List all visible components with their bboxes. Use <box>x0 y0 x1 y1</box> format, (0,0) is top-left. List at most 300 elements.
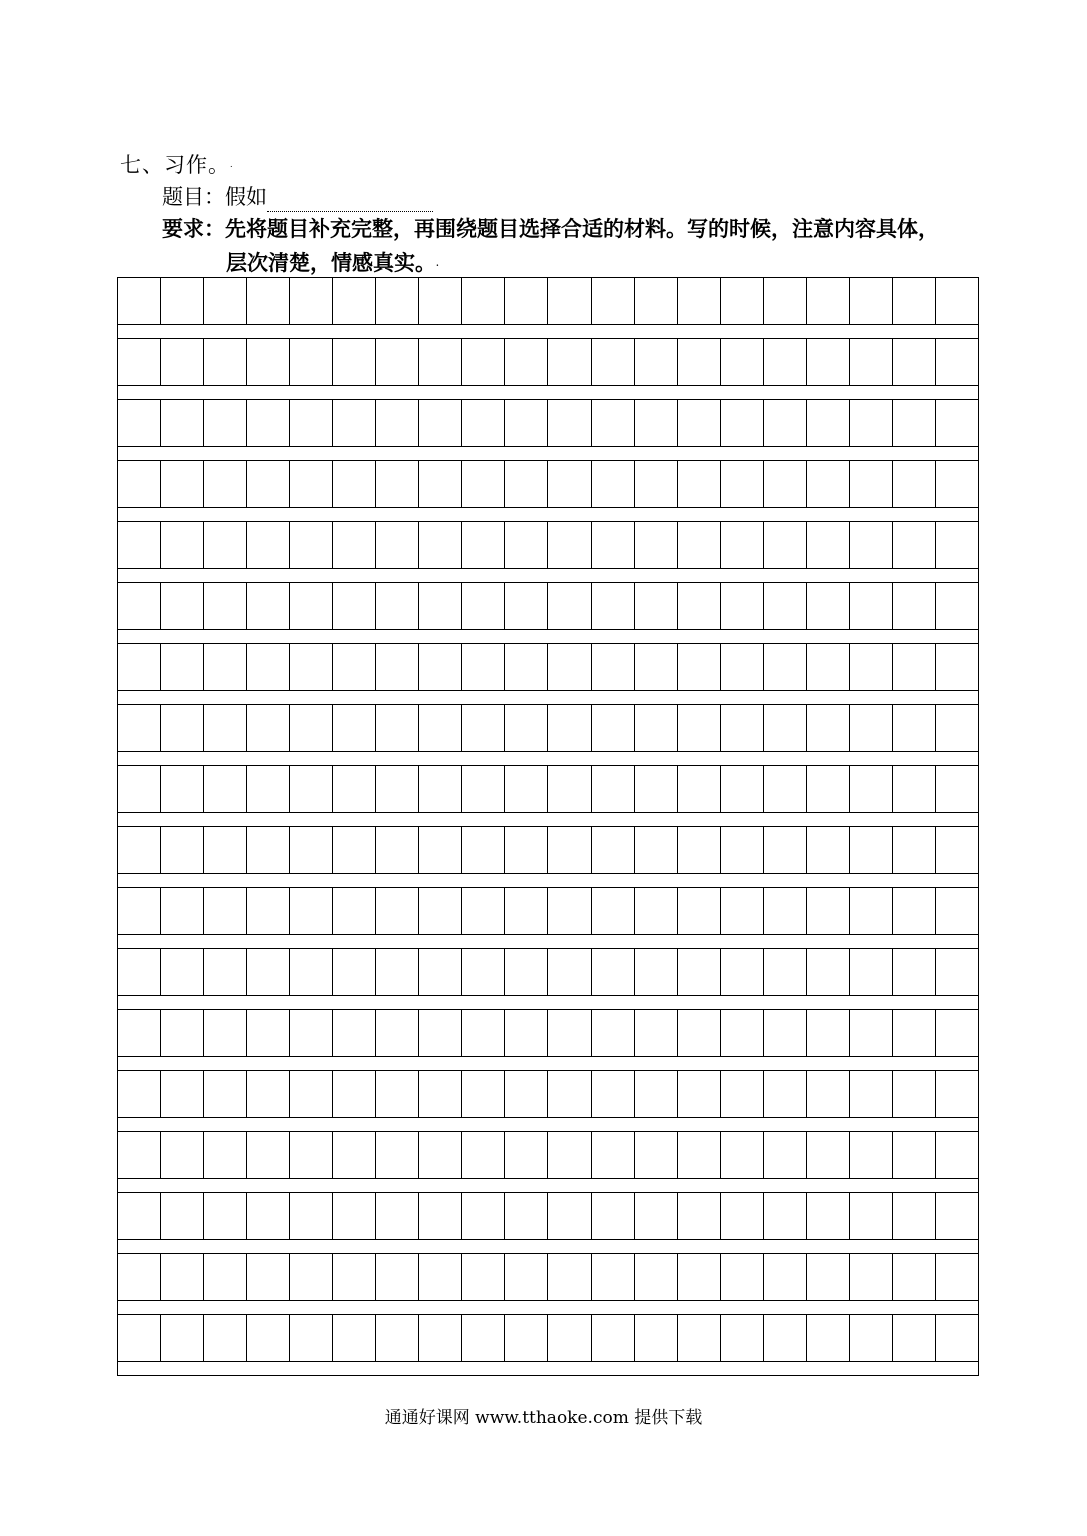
grid-cell[interactable] <box>678 1071 721 1117</box>
grid-cell[interactable] <box>161 949 204 995</box>
grid-cell[interactable] <box>376 1315 419 1361</box>
grid-cell[interactable] <box>204 1254 247 1300</box>
grid-cell[interactable] <box>635 522 678 568</box>
grid-cell[interactable] <box>333 888 376 934</box>
grid-cell[interactable] <box>247 522 290 568</box>
grid-cell[interactable] <box>592 888 635 934</box>
grid-cell[interactable] <box>333 583 376 629</box>
grid-cell[interactable] <box>118 339 161 385</box>
grid-cell[interactable] <box>592 1315 635 1361</box>
grid-cell[interactable] <box>850 400 893 446</box>
grid-cell[interactable] <box>333 644 376 690</box>
grid-cell[interactable] <box>678 827 721 873</box>
grid-cell[interactable] <box>333 827 376 873</box>
grid-cell[interactable] <box>290 583 333 629</box>
grid-cell[interactable] <box>118 888 161 934</box>
grid-cell[interactable] <box>893 583 936 629</box>
grid-cell[interactable] <box>936 949 978 995</box>
grid-cell[interactable] <box>376 766 419 812</box>
grid-cell[interactable] <box>678 1132 721 1178</box>
grid-cell[interactable] <box>419 766 462 812</box>
grid-cell[interactable] <box>161 583 204 629</box>
grid-cell[interactable] <box>419 1132 462 1178</box>
grid-cell[interactable] <box>118 1193 161 1239</box>
grid-cell[interactable] <box>592 278 635 324</box>
grid-cell[interactable] <box>462 766 505 812</box>
grid-cell[interactable] <box>807 339 850 385</box>
grid-cell[interactable] <box>161 1132 204 1178</box>
grid-cell[interactable] <box>505 339 548 385</box>
grid-cell[interactable] <box>635 278 678 324</box>
grid-cell[interactable] <box>419 705 462 751</box>
grid-cell[interactable] <box>936 1254 978 1300</box>
grid-cell[interactable] <box>376 1254 419 1300</box>
grid-cell[interactable] <box>936 339 978 385</box>
grid-cell[interactable] <box>635 1193 678 1239</box>
grid-cell[interactable] <box>462 583 505 629</box>
grid-cell[interactable] <box>721 278 764 324</box>
grid-cell[interactable] <box>118 1132 161 1178</box>
grid-cell[interactable] <box>505 1193 548 1239</box>
grid-cell[interactable] <box>764 1071 807 1117</box>
grid-cell[interactable] <box>505 461 548 507</box>
grid-cell[interactable] <box>850 278 893 324</box>
grid-cell[interactable] <box>505 522 548 568</box>
grid-cell[interactable] <box>118 1254 161 1300</box>
grid-cell[interactable] <box>850 461 893 507</box>
grid-cell[interactable] <box>118 583 161 629</box>
grid-cell[interactable] <box>118 1010 161 1056</box>
grid-cell[interactable] <box>678 949 721 995</box>
grid-cell[interactable] <box>161 1193 204 1239</box>
grid-cell[interactable] <box>850 1315 893 1361</box>
grid-cell[interactable] <box>893 888 936 934</box>
grid-cell[interactable] <box>764 949 807 995</box>
grid-cell[interactable] <box>161 1254 204 1300</box>
grid-cell[interactable] <box>807 522 850 568</box>
grid-cell[interactable] <box>635 583 678 629</box>
grid-cell[interactable] <box>118 766 161 812</box>
grid-cell[interactable] <box>462 705 505 751</box>
grid-cell[interactable] <box>592 339 635 385</box>
grid-cell[interactable] <box>376 888 419 934</box>
grid-cell[interactable] <box>548 1193 591 1239</box>
grid-cell[interactable] <box>548 583 591 629</box>
grid-cell[interactable] <box>850 644 893 690</box>
grid-cell[interactable] <box>419 339 462 385</box>
grid-cell[interactable] <box>850 705 893 751</box>
grid-cell[interactable] <box>118 1071 161 1117</box>
grid-cell[interactable] <box>505 400 548 446</box>
grid-cell[interactable] <box>118 461 161 507</box>
grid-cell[interactable] <box>462 888 505 934</box>
grid-cell[interactable] <box>247 1071 290 1117</box>
grid-cell[interactable] <box>807 766 850 812</box>
grid-cell[interactable] <box>462 1132 505 1178</box>
grid-cell[interactable] <box>807 949 850 995</box>
grid-cell[interactable] <box>721 1071 764 1117</box>
grid-cell[interactable] <box>721 949 764 995</box>
grid-cell[interactable] <box>333 522 376 568</box>
grid-cell[interactable] <box>936 644 978 690</box>
grid-cell[interactable] <box>893 339 936 385</box>
grid-cell[interactable] <box>678 888 721 934</box>
grid-cell[interactable] <box>850 888 893 934</box>
grid-cell[interactable] <box>807 1254 850 1300</box>
grid-cell[interactable] <box>764 766 807 812</box>
grid-cell[interactable] <box>893 766 936 812</box>
grid-cell[interactable] <box>161 766 204 812</box>
grid-cell[interactable] <box>505 583 548 629</box>
grid-cell[interactable] <box>548 827 591 873</box>
grid-cell[interactable] <box>376 278 419 324</box>
grid-cell[interactable] <box>807 705 850 751</box>
grid-cell[interactable] <box>807 461 850 507</box>
grid-cell[interactable] <box>247 1254 290 1300</box>
grid-cell[interactable] <box>419 1071 462 1117</box>
grid-cell[interactable] <box>936 888 978 934</box>
grid-cell[interactable] <box>376 1132 419 1178</box>
grid-cell[interactable] <box>721 339 764 385</box>
grid-cell[interactable] <box>678 522 721 568</box>
grid-cell[interactable] <box>161 461 204 507</box>
grid-cell[interactable] <box>462 1071 505 1117</box>
grid-cell[interactable] <box>592 400 635 446</box>
grid-cell[interactable] <box>678 461 721 507</box>
grid-cell[interactable] <box>764 1132 807 1178</box>
grid-cell[interactable] <box>118 827 161 873</box>
grid-cell[interactable] <box>807 827 850 873</box>
grid-cell[interactable] <box>850 339 893 385</box>
grid-cell[interactable] <box>204 1315 247 1361</box>
grid-cell[interactable] <box>548 1010 591 1056</box>
grid-cell[interactable] <box>376 644 419 690</box>
grid-cell[interactable] <box>721 827 764 873</box>
grid-cell[interactable] <box>161 278 204 324</box>
grid-cell[interactable] <box>505 949 548 995</box>
grid-cell[interactable] <box>505 1315 548 1361</box>
grid-cell[interactable] <box>161 1315 204 1361</box>
grid-cell[interactable] <box>850 949 893 995</box>
grid-cell[interactable] <box>548 1071 591 1117</box>
grid-cell[interactable] <box>678 278 721 324</box>
grid-cell[interactable] <box>290 1193 333 1239</box>
grid-cell[interactable] <box>462 1193 505 1239</box>
grid-cell[interactable] <box>592 1254 635 1300</box>
grid-cell[interactable] <box>462 1254 505 1300</box>
grid-cell[interactable] <box>936 1193 978 1239</box>
grid-cell[interactable] <box>161 1010 204 1056</box>
grid-cell[interactable] <box>893 522 936 568</box>
grid-cell[interactable] <box>893 1254 936 1300</box>
grid-cell[interactable] <box>161 888 204 934</box>
grid-cell[interactable] <box>635 827 678 873</box>
grid-cell[interactable] <box>161 339 204 385</box>
grid-cell[interactable] <box>505 705 548 751</box>
grid-cell[interactable] <box>419 827 462 873</box>
grid-cell[interactable] <box>764 1193 807 1239</box>
grid-cell[interactable] <box>419 1010 462 1056</box>
grid-cell[interactable] <box>247 949 290 995</box>
grid-cell[interactable] <box>419 461 462 507</box>
grid-cell[interactable] <box>721 522 764 568</box>
grid-cell[interactable] <box>850 1254 893 1300</box>
grid-cell[interactable] <box>376 705 419 751</box>
grid-cell[interactable] <box>893 644 936 690</box>
grid-cell[interactable] <box>936 583 978 629</box>
grid-cell[interactable] <box>204 949 247 995</box>
grid-cell[interactable] <box>419 888 462 934</box>
grid-cell[interactable] <box>290 766 333 812</box>
grid-cell[interactable] <box>678 1315 721 1361</box>
grid-cell[interactable] <box>592 949 635 995</box>
grid-cell[interactable] <box>333 705 376 751</box>
grid-cell[interactable] <box>678 339 721 385</box>
grid-cell[interactable] <box>505 1010 548 1056</box>
grid-cell[interactable] <box>936 1315 978 1361</box>
grid-cell[interactable] <box>936 1071 978 1117</box>
grid-cell[interactable] <box>376 522 419 568</box>
grid-cell[interactable] <box>118 705 161 751</box>
grid-cell[interactable] <box>764 888 807 934</box>
grid-cell[interactable] <box>548 705 591 751</box>
grid-cell[interactable] <box>505 278 548 324</box>
grid-cell[interactable] <box>376 583 419 629</box>
grid-cell[interactable] <box>290 888 333 934</box>
grid-cell[interactable] <box>290 1315 333 1361</box>
grid-cell[interactable] <box>505 1132 548 1178</box>
grid-cell[interactable] <box>936 705 978 751</box>
grid-cell[interactable] <box>333 1132 376 1178</box>
grid-cell[interactable] <box>333 949 376 995</box>
grid-cell[interactable] <box>850 522 893 568</box>
grid-cell[interactable] <box>505 888 548 934</box>
grid-cell[interactable] <box>678 400 721 446</box>
grid-cell[interactable] <box>721 888 764 934</box>
grid-cell[interactable] <box>764 1254 807 1300</box>
grid-cell[interactable] <box>505 766 548 812</box>
grid-cell[interactable] <box>505 1254 548 1300</box>
grid-cell[interactable] <box>678 705 721 751</box>
grid-cell[interactable] <box>548 949 591 995</box>
grid-cell[interactable] <box>118 400 161 446</box>
grid-cell[interactable] <box>807 1071 850 1117</box>
grid-cell[interactable] <box>376 1193 419 1239</box>
grid-cell[interactable] <box>419 1193 462 1239</box>
grid-cell[interactable] <box>333 766 376 812</box>
grid-cell[interactable] <box>893 1132 936 1178</box>
grid-cell[interactable] <box>204 522 247 568</box>
grid-cell[interactable] <box>247 766 290 812</box>
grid-cell[interactable] <box>247 1193 290 1239</box>
grid-cell[interactable] <box>505 644 548 690</box>
grid-cell[interactable] <box>764 339 807 385</box>
grid-cell[interactable] <box>807 644 850 690</box>
grid-cell[interactable] <box>161 1071 204 1117</box>
grid-cell[interactable] <box>764 522 807 568</box>
grid-cell[interactable] <box>247 278 290 324</box>
grid-cell[interactable] <box>721 1315 764 1361</box>
grid-cell[interactable] <box>161 522 204 568</box>
grid-cell[interactable] <box>204 583 247 629</box>
grid-cell[interactable] <box>333 278 376 324</box>
grid-cell[interactable] <box>462 278 505 324</box>
grid-cell[interactable] <box>548 400 591 446</box>
grid-cell[interactable] <box>247 644 290 690</box>
grid-cell[interactable] <box>936 461 978 507</box>
grid-cell[interactable] <box>807 1193 850 1239</box>
grid-cell[interactable] <box>635 1132 678 1178</box>
grid-cell[interactable] <box>247 339 290 385</box>
grid-cell[interactable] <box>592 461 635 507</box>
grid-cell[interactable] <box>893 461 936 507</box>
grid-cell[interactable] <box>592 766 635 812</box>
grid-cell[interactable] <box>204 1193 247 1239</box>
grid-cell[interactable] <box>807 888 850 934</box>
grid-cell[interactable] <box>419 1315 462 1361</box>
grid-cell[interactable] <box>893 705 936 751</box>
grid-cell[interactable] <box>721 1010 764 1056</box>
grid-cell[interactable] <box>807 583 850 629</box>
grid-cell[interactable] <box>893 1071 936 1117</box>
grid-cell[interactable] <box>290 461 333 507</box>
grid-cell[interactable] <box>548 1132 591 1178</box>
grid-cell[interactable] <box>376 1071 419 1117</box>
grid-cell[interactable] <box>936 827 978 873</box>
grid-cell[interactable] <box>807 278 850 324</box>
grid-cell[interactable] <box>505 1071 548 1117</box>
grid-cell[interactable] <box>548 888 591 934</box>
grid-cell[interactable] <box>807 1315 850 1361</box>
grid-cell[interactable] <box>850 1132 893 1178</box>
grid-cell[interactable] <box>850 1193 893 1239</box>
grid-cell[interactable] <box>204 400 247 446</box>
grid-cell[interactable] <box>161 400 204 446</box>
grid-cell[interactable] <box>721 644 764 690</box>
grid-cell[interactable] <box>893 278 936 324</box>
grid-cell[interactable] <box>247 583 290 629</box>
grid-cell[interactable] <box>247 461 290 507</box>
grid-cell[interactable] <box>290 522 333 568</box>
grid-cell[interactable] <box>247 827 290 873</box>
grid-cell[interactable] <box>893 949 936 995</box>
grid-cell[interactable] <box>635 644 678 690</box>
grid-cell[interactable] <box>419 1254 462 1300</box>
grid-cell[interactable] <box>118 949 161 995</box>
grid-cell[interactable] <box>721 1132 764 1178</box>
grid-cell[interactable] <box>635 339 678 385</box>
grid-cell[interactable] <box>548 278 591 324</box>
grid-cell[interactable] <box>721 583 764 629</box>
grid-cell[interactable] <box>204 339 247 385</box>
grid-cell[interactable] <box>376 339 419 385</box>
grid-cell[interactable] <box>807 1132 850 1178</box>
grid-cell[interactable] <box>635 400 678 446</box>
grid-cell[interactable] <box>290 400 333 446</box>
grid-cell[interactable] <box>635 949 678 995</box>
grid-cell[interactable] <box>721 461 764 507</box>
grid-cell[interactable] <box>635 1254 678 1300</box>
grid-cell[interactable] <box>161 705 204 751</box>
grid-cell[interactable] <box>462 400 505 446</box>
grid-cell[interactable] <box>333 1010 376 1056</box>
grid-cell[interactable] <box>635 1010 678 1056</box>
grid-cell[interactable] <box>419 522 462 568</box>
grid-cell[interactable] <box>204 461 247 507</box>
grid-cell[interactable] <box>592 1071 635 1117</box>
grid-cell[interactable] <box>290 644 333 690</box>
grid-cell[interactable] <box>678 1193 721 1239</box>
grid-cell[interactable] <box>290 1010 333 1056</box>
grid-cell[interactable] <box>419 400 462 446</box>
grid-cell[interactable] <box>936 766 978 812</box>
grid-cell[interactable] <box>764 827 807 873</box>
grid-cell[interactable] <box>333 1254 376 1300</box>
grid-cell[interactable] <box>333 400 376 446</box>
grid-cell[interactable] <box>592 705 635 751</box>
grid-cell[interactable] <box>290 1071 333 1117</box>
grid-cell[interactable] <box>333 1071 376 1117</box>
grid-cell[interactable] <box>462 461 505 507</box>
grid-cell[interactable] <box>247 1132 290 1178</box>
grid-cell[interactable] <box>462 339 505 385</box>
grid-cell[interactable] <box>592 522 635 568</box>
grid-cell[interactable] <box>592 827 635 873</box>
grid-cell[interactable] <box>936 278 978 324</box>
grid-cell[interactable] <box>290 949 333 995</box>
grid-cell[interactable] <box>419 644 462 690</box>
grid-cell[interactable] <box>290 278 333 324</box>
grid-cell[interactable] <box>678 1254 721 1300</box>
grid-cell[interactable] <box>764 644 807 690</box>
grid-cell[interactable] <box>247 888 290 934</box>
grid-cell[interactable] <box>376 400 419 446</box>
grid-cell[interactable] <box>376 827 419 873</box>
grid-cell[interactable] <box>247 705 290 751</box>
grid-cell[interactable] <box>419 949 462 995</box>
grid-cell[interactable] <box>161 827 204 873</box>
grid-cell[interactable] <box>721 766 764 812</box>
grid-cell[interactable] <box>333 461 376 507</box>
grid-cell[interactable] <box>548 522 591 568</box>
grid-cell[interactable] <box>247 1010 290 1056</box>
grid-cell[interactable] <box>204 644 247 690</box>
grid-cell[interactable] <box>721 400 764 446</box>
grid-cell[interactable] <box>936 1010 978 1056</box>
grid-cell[interactable] <box>764 705 807 751</box>
grid-cell[interactable] <box>764 1010 807 1056</box>
grid-cell[interactable] <box>505 827 548 873</box>
grid-cell[interactable] <box>462 522 505 568</box>
grid-cell[interactable] <box>247 1315 290 1361</box>
grid-cell[interactable] <box>592 1193 635 1239</box>
grid-cell[interactable] <box>721 1254 764 1300</box>
grid-cell[interactable] <box>893 1315 936 1361</box>
grid-cell[interactable] <box>635 888 678 934</box>
grid-cell[interactable] <box>936 1132 978 1178</box>
grid-cell[interactable] <box>635 705 678 751</box>
grid-cell[interactable] <box>548 766 591 812</box>
grid-cell[interactable] <box>333 339 376 385</box>
grid-cell[interactable] <box>419 583 462 629</box>
grid-cell[interactable] <box>592 1132 635 1178</box>
grid-cell[interactable] <box>635 766 678 812</box>
grid-cell[interactable] <box>764 400 807 446</box>
grid-cell[interactable] <box>290 1254 333 1300</box>
grid-cell[interactable] <box>850 1010 893 1056</box>
grid-cell[interactable] <box>548 339 591 385</box>
grid-cell[interactable] <box>333 1193 376 1239</box>
